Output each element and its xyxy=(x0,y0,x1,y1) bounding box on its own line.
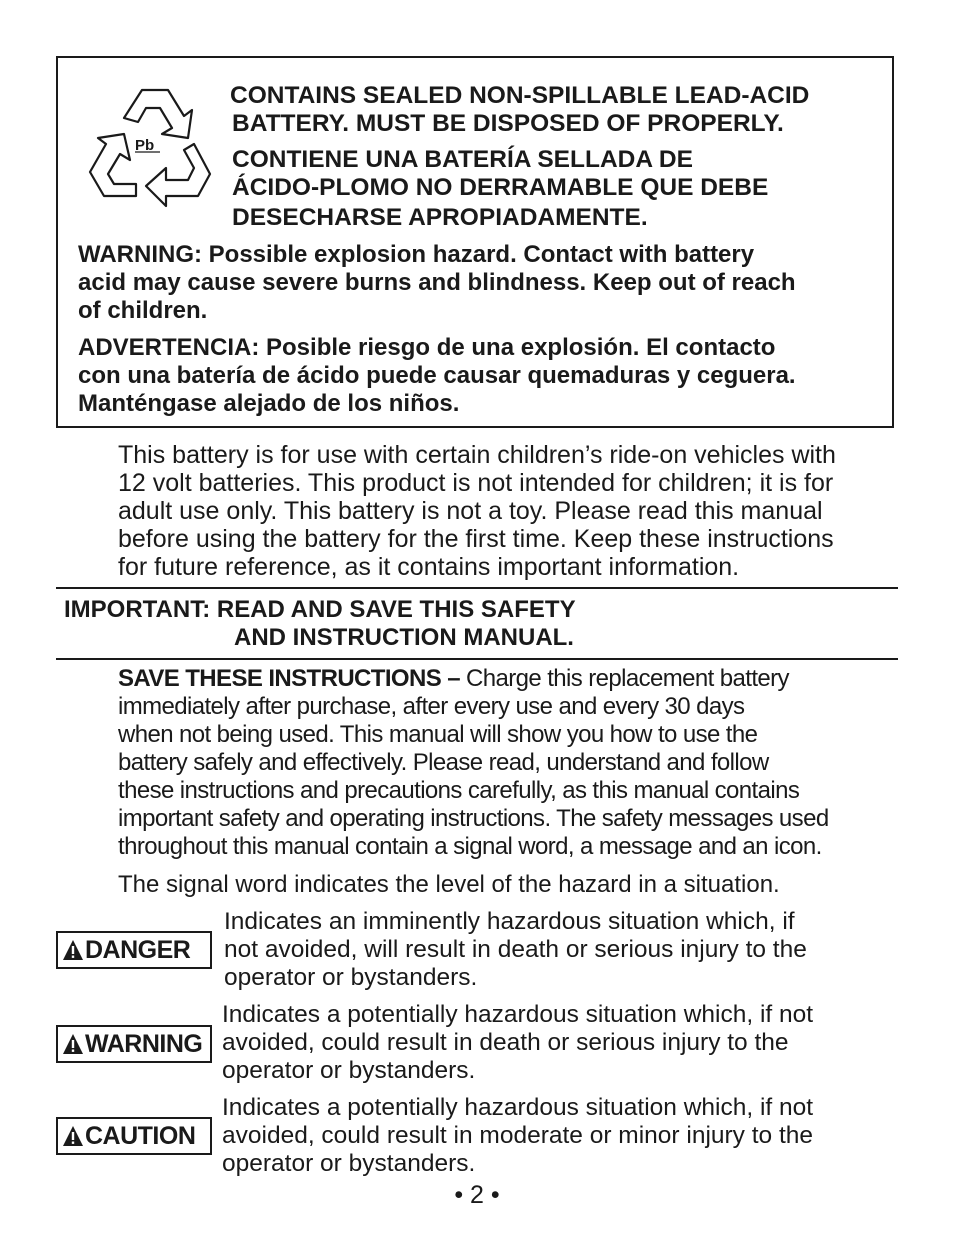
signal-word-intro: The signal word indicates the level of the hazard in a situation. xyxy=(118,871,780,898)
warning-triangle-icon xyxy=(62,939,84,961)
intro-paragraph xyxy=(118,441,908,581)
text-line: Indicates a potentially hazardous situation which, if not xyxy=(222,1001,814,1028)
text-line: adult use only. This battery is not a toy. Please read this manual xyxy=(118,497,823,525)
divider xyxy=(56,587,898,589)
recycle-symbol-label: Pb xyxy=(135,137,155,154)
signal-label-text: WARNING xyxy=(85,1029,203,1058)
warning-text-es xyxy=(78,334,878,418)
text-line: not avoided, will result in death or serious injury to the xyxy=(224,936,807,963)
text-line: operator or bystanders. xyxy=(222,1057,476,1084)
text-line: This battery is for use with certain children’s ride-on vehicles with xyxy=(118,441,836,469)
text-line: throughout this manual contain a signal word, a message and an icon. xyxy=(118,833,822,860)
text-line: before using the battery for the first time. Keep these instructions xyxy=(118,525,834,553)
warning-text-en xyxy=(78,241,878,325)
text-line: IMPORTANT: READ AND SAVE THIS SAFETY xyxy=(64,596,576,623)
important-heading xyxy=(64,596,576,652)
text-line: BATTERY. MUST BE DISPOSED OF PROPERLY. xyxy=(232,110,784,137)
save-instructions-lead: SAVE THESE INSTRUCTIONS – xyxy=(118,665,460,692)
text-line: of children. xyxy=(78,297,208,324)
warning-triangle-icon xyxy=(62,1125,84,1147)
text-line: avoided, could result in death or serious injury to the xyxy=(222,1029,789,1056)
signal-label-text: CAUTION xyxy=(85,1121,196,1150)
danger-signal-label xyxy=(56,931,212,969)
text-line: Charge this replacement battery xyxy=(459,665,789,692)
text-line: when not being used. This manual will show you how to use the xyxy=(118,721,758,748)
warning-description xyxy=(222,1001,902,1085)
battery-warning-box xyxy=(56,56,894,428)
signal-label-text: DANGER xyxy=(85,935,191,964)
text-line: CONTAINS SEALED NON-SPILLABLE LEAD-ACID xyxy=(230,82,810,109)
caution-signal-label xyxy=(56,1117,212,1155)
page-number: • 2 • xyxy=(454,1181,500,1209)
text-line: avoided, could result in moderate or minor injury to the xyxy=(222,1122,814,1149)
text-line: ADVERTENCIA: Posible riesgo de una explosión. El contacto xyxy=(78,334,776,361)
text-line: operator or bystanders. xyxy=(222,1150,476,1177)
text-line: 12 volt batteries. This product is not intended for children; it is for xyxy=(118,469,834,497)
text-line: ÁCIDO-PLOMO NO DERRAMABLE QUE DEBE xyxy=(232,174,769,201)
caution-description xyxy=(222,1094,902,1178)
text-line: Manténgase alejado de los niños. xyxy=(78,390,460,417)
text-line: DESECHARSE APROPIADAMENTE. xyxy=(232,204,648,231)
text-line: important safety and operating instructions. The safety messages used xyxy=(118,805,829,832)
warning-signal-label xyxy=(56,1025,212,1063)
text-line: operator or bystanders. xyxy=(224,964,478,991)
text-line: AND INSTRUCTION MANUAL. xyxy=(234,624,574,651)
divider xyxy=(56,658,898,660)
save-instructions-paragraph xyxy=(118,665,908,861)
text-line: Indicates an imminently hazardous situation which, if xyxy=(224,908,795,935)
text-line: battery safely and effectively. Please read, understand and follow xyxy=(118,749,769,776)
text-line: these instructions and precautions carefully, as this manual contains xyxy=(118,777,800,804)
warning-triangle-icon xyxy=(62,1033,84,1055)
text-line: Indicates a potentially hazardous situation which, if not xyxy=(222,1094,814,1121)
text-line: acid may cause severe burns and blindness. Keep out of reach xyxy=(78,269,796,296)
text-line: immediately after purchase, after every use and every 30 days xyxy=(118,693,745,720)
text-line: CONTIENE UNA BATERÍA SELLADA DE xyxy=(232,146,693,173)
text-line: WARNING: Possible explosion hazard. Contact with battery xyxy=(78,241,755,268)
text-line: for future reference, as it contains important information. xyxy=(118,553,740,581)
recycle-icon xyxy=(80,82,220,212)
text-line: con una batería de ácido puede causar quemaduras y ceguera. xyxy=(78,362,796,389)
danger-description xyxy=(224,908,904,992)
